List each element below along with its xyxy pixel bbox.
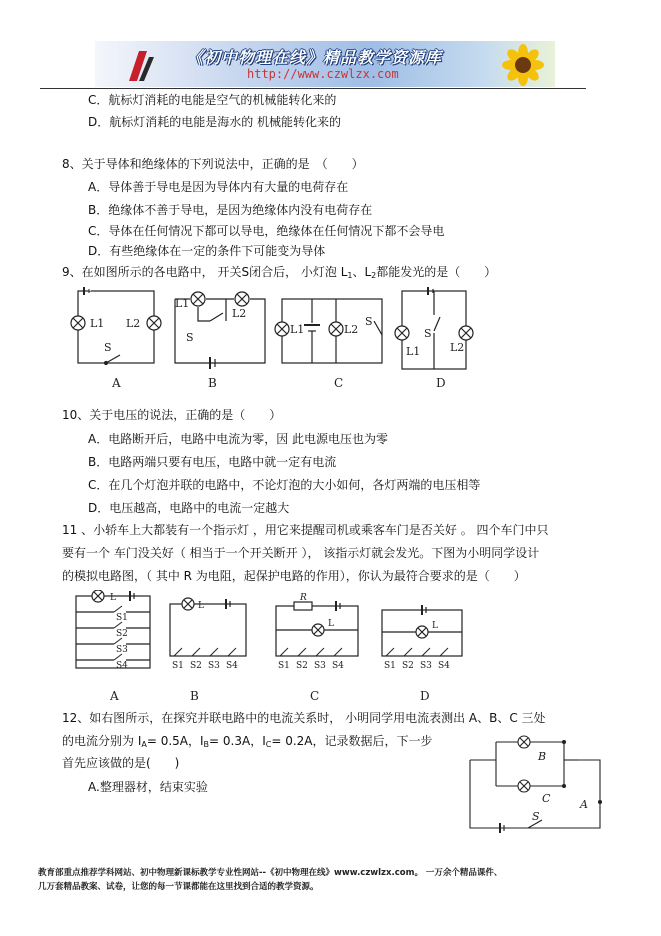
q11-label-b: B	[190, 689, 199, 702]
q9-circuit-c	[275, 299, 382, 363]
q8-option-a: A．导体善于导电是因为导体内有大量的电荷存在	[88, 180, 349, 194]
q11a-s1: S1	[116, 613, 128, 623]
q9-stem	[62, 263, 496, 280]
q11a-lamp-label: L	[110, 593, 116, 603]
q9-circuit-a	[71, 285, 161, 365]
q9-stem-part2: 、L	[352, 265, 372, 279]
q8-option-c: C．导体在任何情况下都可以导电，绝缘体在任何情况下都不会导电	[88, 224, 445, 238]
q9c-l2: L2	[344, 323, 359, 336]
banner-url: http://www.czwlzx.com	[247, 67, 399, 81]
q11-circuit-b	[170, 598, 246, 671]
header-banner	[95, 41, 555, 87]
q12-point-a: A	[580, 798, 588, 811]
q9-label-c: C	[334, 376, 344, 390]
q11-line-2: 要有一个 车门没关好（ 相当于一个开关断开 ）， 该指示灯就会发光。下图为小明同学设计	[62, 546, 540, 560]
q9a-l1: L1	[90, 317, 105, 330]
q11d-s3: S3	[420, 661, 432, 671]
q11a-s3: S3	[116, 645, 128, 655]
q9-sub-1: 1	[347, 271, 353, 280]
q9d-s: S	[424, 327, 432, 340]
q10-option-d: D．电压越高，电路中的电流一定越大	[88, 501, 290, 515]
banner-title: 《初中物理在线》精品教学资源库	[187, 48, 443, 67]
q9d-l1: L1	[406, 345, 421, 358]
q9b-l2: L2	[232, 307, 247, 320]
q9b-l1: L1	[175, 297, 190, 310]
q11c-s1: S1	[278, 661, 290, 671]
q12-point-b: B	[538, 750, 547, 763]
q11-label-d: D	[420, 689, 430, 702]
q11-label-a: A	[110, 689, 119, 702]
q12-sub-c: C	[265, 740, 272, 749]
q9a-s: S	[104, 341, 112, 354]
q11-circuit-figures	[70, 590, 490, 702]
q11a-s2: S2	[116, 629, 128, 639]
q11-line-3: 的模拟电路图，（ 其中 R 为电阻，起保护电路的作用），你认为最符合要求的是（ ）	[62, 569, 526, 583]
sunflower-icon	[495, 43, 551, 87]
q9-label-a: A	[112, 376, 121, 390]
q9d-l2: L2	[450, 341, 465, 354]
q9a-l2: L2	[126, 317, 141, 330]
q10-stem: 10、关于电压的说法，正确的是（ ）	[62, 408, 282, 422]
q11d-s2: S2	[402, 661, 414, 671]
q9-circuit-figures	[60, 285, 480, 395]
q12-line-3: 首先应该做的是( )	[62, 756, 180, 770]
q11b-s3: S3	[208, 661, 220, 671]
q12-option-a: A.整理器材，结束实验	[88, 780, 208, 794]
q9-stem-part3: 都能发光的是（ ）	[376, 265, 497, 279]
q12-part-a: 的电流分别为 I	[62, 734, 142, 748]
site-logo-icon	[125, 47, 155, 83]
q12-line-2	[62, 732, 433, 749]
q11d-s4: S4	[438, 661, 450, 671]
q10-option-c: C．在几个灯泡并联的电路中，不论灯泡的大小如何，各灯两端的电压相等	[88, 478, 481, 492]
q11c-s3: S3	[314, 661, 326, 671]
q11-circuit-d	[382, 605, 462, 671]
q11c-s4: S4	[332, 661, 344, 671]
header-rule	[40, 88, 586, 89]
q12-line-1: 12、如右图所示，在探究并联电路中的电流关系时， 小明同学用电流表测出 A、B、C 三处	[62, 711, 546, 725]
q8-option-b: B．绝缘体不善于导电，是因为绝缘体内没有电荷存在	[88, 203, 373, 217]
q9-stem-part1: 9、在如图所示的各电路中， 开关S闭合后， 小灯泡 L	[62, 265, 348, 279]
q12-sub-b: B	[203, 740, 210, 749]
q11b-s4: S4	[226, 661, 238, 671]
q12-part-d: = 0.2A，记录数据后，下一步	[271, 734, 433, 748]
q12-part-b: = 0.5A，I	[146, 734, 204, 748]
q10-option-a: A．电路断开后，电路中电流为零，因 此电源电压也为零	[88, 432, 389, 446]
footer-line-2: 几万套精品教案、试卷，让您的每一节课都能在这里找到合适的教学资源。	[38, 882, 319, 892]
q11c-r: R	[300, 593, 307, 603]
q9-circuit-b	[175, 292, 265, 369]
q9-label-b: B	[208, 376, 217, 390]
q11d-lamp-label: L	[432, 621, 438, 631]
q11c-lamp-label: L	[328, 619, 334, 629]
q9c-s: S	[365, 315, 373, 328]
footer-line-1: 教育部重点推荐学科网站、初中物理新课标教学专业性网站--《初中物理在线》www.czwlzx.com。 一万余个精品课件、	[38, 868, 503, 878]
q11b-lamp-label: L	[198, 601, 204, 611]
q12-sub-a: A	[141, 740, 147, 749]
q9b-s: S	[186, 331, 194, 344]
q11-label-c: C	[310, 689, 320, 702]
q8-stem: 8、关于导体和绝缘体的下列说法中，正确的是 （ ）	[62, 157, 364, 171]
q9-circuit-d	[395, 287, 473, 369]
q11-line-1: 11 、小轿车上大都装有一个指示灯 ，用它来提醒司机或乘客车门是否关好 。 四个车门中只	[62, 523, 549, 537]
q11c-s2: S2	[296, 661, 308, 671]
q11d-s1: S1	[384, 661, 396, 671]
q7-option-c: C．航标灯消耗的电能是空气的机械能转化来的	[88, 93, 337, 107]
q9-label-d: D	[436, 376, 446, 390]
q9-sub-2: 2	[371, 271, 377, 280]
q8-option-d: D．有些绝缘体在一定的条件下可能变为导体	[88, 244, 326, 258]
q9c-l1: L1	[290, 323, 305, 336]
q12-circuit-figure	[466, 728, 608, 834]
q11-circuit-c	[276, 593, 358, 671]
q12-part-c: = 0.3A，I	[209, 734, 266, 748]
q10-option-b: B．电路两端只要有电压，电路中就一定有电流	[88, 455, 337, 469]
q11b-s1: S1	[172, 661, 184, 671]
q11a-s4: S4	[116, 661, 128, 671]
q7-option-d: D．航标灯消耗的电能是海水的 机械能转化来的	[88, 115, 342, 129]
q11b-s2: S2	[190, 661, 202, 671]
q11-circuit-a	[76, 590, 150, 671]
q12-point-c: C	[542, 792, 551, 805]
q12-switch-s: S	[532, 810, 540, 823]
